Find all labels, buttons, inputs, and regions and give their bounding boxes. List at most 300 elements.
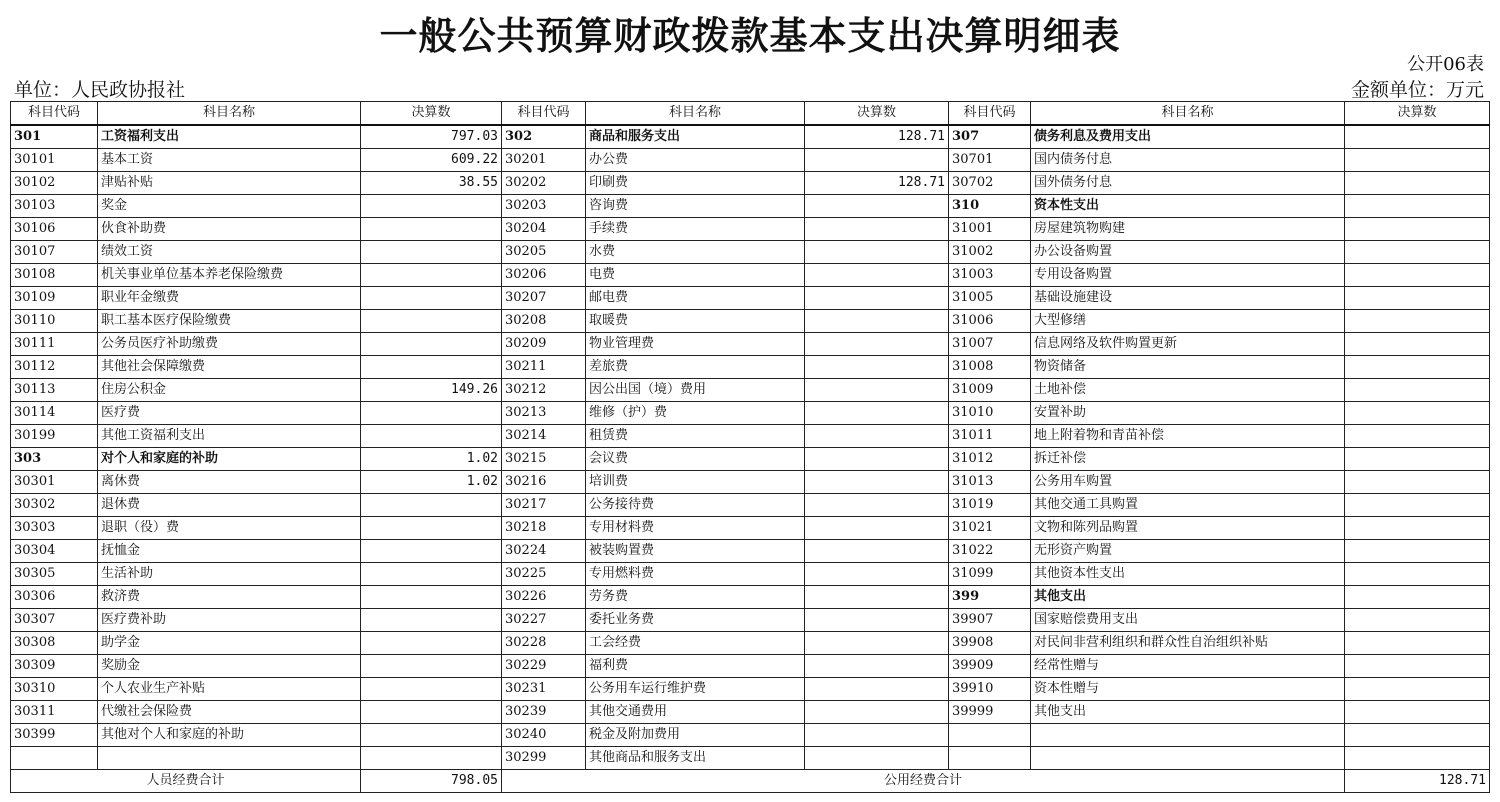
subject-code-cell: 310: [949, 195, 1031, 218]
subject-code-cell: 31019: [949, 494, 1031, 517]
table-row: [11, 494, 1490, 517]
amount-cell: [805, 402, 949, 425]
table-row: [11, 379, 1490, 402]
amount-cell: [805, 287, 949, 310]
subject-code-cell: 307: [949, 125, 1031, 149]
amount-cell: [361, 563, 502, 586]
subject-name-cell: 职工基本医疗保险缴费: [98, 310, 361, 333]
header-name: 科目名称: [98, 102, 361, 126]
page-title: 一般公共预算财政拨款基本支出决算明细表: [379, 13, 1121, 58]
subject-name-cell: 基础设施建设: [1031, 287, 1345, 310]
table-row: [11, 609, 1490, 632]
header-name: 科目名称: [1031, 102, 1345, 126]
amount-cell: [361, 287, 502, 310]
subject-code-cell: 303: [11, 448, 98, 471]
subject-code-cell: 30310: [11, 678, 98, 701]
subject-code-cell: 30225: [502, 563, 586, 586]
subject-name-cell: 津贴补贴: [98, 172, 361, 195]
amount-cell: [1345, 632, 1490, 655]
amount-cell: [1345, 425, 1490, 448]
subject-code-cell: 31009: [949, 379, 1031, 402]
subject-code-cell: 30214: [502, 425, 586, 448]
subject-name-cell: 电费: [586, 264, 805, 287]
subject-code-cell: 30309: [11, 655, 98, 678]
subject-code-cell: 39907: [949, 609, 1031, 632]
amount-cell: [361, 586, 502, 609]
header-amount: 决算数: [805, 102, 949, 126]
amount-cell: [361, 701, 502, 724]
subject-code-cell: 30308: [11, 632, 98, 655]
amount-cell: [1345, 287, 1490, 310]
header-row: [11, 102, 1490, 126]
amount-cell: [805, 241, 949, 264]
table-row: [11, 632, 1490, 655]
subject-name-cell: 基本工资: [98, 149, 361, 172]
subject-code-cell: 30301: [11, 471, 98, 494]
amount-cell: [361, 264, 502, 287]
unit-label: 单位：人民政协报社: [14, 79, 186, 101]
subject-name-cell: 地上附着物和青苗补偿: [1031, 425, 1345, 448]
subject-name-cell: 物业管理费: [586, 333, 805, 356]
subject-name-cell: 被装购置费: [586, 540, 805, 563]
amount-cell: [1345, 494, 1490, 517]
subject-name-cell: 专用材料费: [586, 517, 805, 540]
header-name: 科目名称: [586, 102, 805, 126]
subject-code-cell: 30305: [11, 563, 98, 586]
subject-name-cell: 手续费: [586, 218, 805, 241]
subject-name-cell: 公务用车运行维护费: [586, 678, 805, 701]
subject-name-cell: 个人农业生产补贴: [98, 678, 361, 701]
amount-cell: [805, 333, 949, 356]
subject-code-cell: 31008: [949, 356, 1031, 379]
subject-code-cell: 30228: [502, 632, 586, 655]
subject-code-cell: 31022: [949, 540, 1031, 563]
amount-cell: [361, 609, 502, 632]
subject-code-cell: 302: [502, 125, 586, 149]
amount-cell: [361, 678, 502, 701]
header-amount: 决算数: [1345, 102, 1490, 126]
subject-name-cell: 房屋建筑物购建: [1031, 218, 1345, 241]
amount-cell: [1345, 701, 1490, 724]
subject-name-cell: 助学金: [98, 632, 361, 655]
subject-name-cell: 公务接待费: [586, 494, 805, 517]
amount-cell: [1345, 356, 1490, 379]
subject-name-cell: 专用设备购置: [1031, 264, 1345, 287]
amount-cell: [361, 218, 502, 241]
subject-code-cell: 30229: [502, 655, 586, 678]
subject-name-cell: 其他商品和服务支出: [586, 747, 805, 770]
subject-name-cell: 其他支出: [1031, 586, 1345, 609]
amount-cell: [805, 586, 949, 609]
subject-code-cell: 31099: [949, 563, 1031, 586]
subject-name-cell: 印刷费: [586, 172, 805, 195]
amount-cell: [805, 609, 949, 632]
amount-cell: [1345, 448, 1490, 471]
table-row: [11, 310, 1490, 333]
amount-cell: [1345, 678, 1490, 701]
subject-code-cell: 30226: [502, 586, 586, 609]
subject-name-cell: 信息网络及软件购置更新: [1031, 333, 1345, 356]
subject-name-cell: 生活补助: [98, 563, 361, 586]
table-row: [11, 287, 1490, 310]
subject-code-cell: 30107: [11, 241, 98, 264]
subject-name-cell: 土地补偿: [1031, 379, 1345, 402]
subject-name-cell: 国家赔偿费用支出: [1031, 609, 1345, 632]
subject-code-cell: 30203: [502, 195, 586, 218]
subject-name-cell: 住房公积金: [98, 379, 361, 402]
amount-cell: [361, 333, 502, 356]
subject-name-cell: 委托业务费: [586, 609, 805, 632]
subject-code-cell: 30304: [11, 540, 98, 563]
table-row: [11, 747, 1490, 770]
subject-code-cell: [11, 747, 98, 770]
amount-cell: [1345, 241, 1490, 264]
subject-name-cell: [1031, 724, 1345, 747]
amount-cell: 128.71: [805, 125, 949, 149]
amount-cell: [1345, 172, 1490, 195]
amount-cell: [805, 517, 949, 540]
table-row: [11, 678, 1490, 701]
subject-name-cell: 取暖费: [586, 310, 805, 333]
subject-code-cell: 30216: [502, 471, 586, 494]
subject-name-cell: 对个人和家庭的补助: [98, 448, 361, 471]
subject-name-cell: 因公出国（境）费用: [586, 379, 805, 402]
subject-name-cell: 安置补助: [1031, 402, 1345, 425]
amount-cell: [805, 356, 949, 379]
subject-code-cell: 31012: [949, 448, 1031, 471]
header-code: 科目代码: [11, 102, 98, 126]
amount-cell: [1345, 333, 1490, 356]
amount-cell: [805, 747, 949, 770]
subject-name-cell: 劳务费: [586, 586, 805, 609]
amount-cell: [1345, 310, 1490, 333]
subject-name-cell: 会议费: [586, 448, 805, 471]
public-total-amount: 128.71: [1345, 770, 1490, 793]
amount-cell: [805, 701, 949, 724]
table-row: [11, 333, 1490, 356]
table-row: [11, 448, 1490, 471]
subject-code-cell: 30217: [502, 494, 586, 517]
amount-cell: [361, 195, 502, 218]
table-row: [11, 356, 1490, 379]
subject-code-cell: 30702: [949, 172, 1031, 195]
table-row: [11, 655, 1490, 678]
subject-code-cell: 30311: [11, 701, 98, 724]
subject-name-cell: 文物和陈列品购置: [1031, 517, 1345, 540]
table-row: [11, 402, 1490, 425]
subject-code-cell: 30113: [11, 379, 98, 402]
subject-code-cell: 30207: [502, 287, 586, 310]
amount-cell: [805, 218, 949, 241]
amount-cell: [361, 540, 502, 563]
amount-cell: [1345, 195, 1490, 218]
subject-name-cell: 其他社会保障缴费: [98, 356, 361, 379]
amount-cell: [1345, 724, 1490, 747]
amount-cell: [1345, 609, 1490, 632]
subject-code-cell: 30231: [502, 678, 586, 701]
subject-code-cell: 30302: [11, 494, 98, 517]
subject-code-cell: [949, 747, 1031, 770]
subject-code-cell: 30701: [949, 149, 1031, 172]
subject-code-cell: 30205: [502, 241, 586, 264]
amount-cell: [805, 264, 949, 287]
subject-code-cell: 31002: [949, 241, 1031, 264]
subject-code-cell: 31013: [949, 471, 1031, 494]
subject-name-cell: 拆迁补偿: [1031, 448, 1345, 471]
amount-cell: [805, 494, 949, 517]
amount-cell: [805, 655, 949, 678]
amount-cell: [1345, 149, 1490, 172]
subject-code-cell: 31011: [949, 425, 1031, 448]
amount-cell: [805, 379, 949, 402]
table-row: [11, 195, 1490, 218]
personnel-total-label: 人员经费合计: [11, 770, 361, 793]
subject-name-cell: 大型修缮: [1031, 310, 1345, 333]
table-row: [11, 125, 1490, 149]
subject-code-cell: 31010: [949, 402, 1031, 425]
amount-cell: [1345, 218, 1490, 241]
amount-cell: [1345, 563, 1490, 586]
subject-name-cell: 经常性赠与: [1031, 655, 1345, 678]
subject-name-cell: [98, 747, 361, 770]
expenditure-table: [10, 101, 1490, 793]
subject-code-cell: 30218: [502, 517, 586, 540]
form-number: 公开06表: [1407, 54, 1484, 75]
subject-code-cell: 30209: [502, 333, 586, 356]
amount-cell: [1345, 125, 1490, 149]
amount-cell: [1345, 540, 1490, 563]
subject-code-cell: 30112: [11, 356, 98, 379]
subject-code-cell: 30102: [11, 172, 98, 195]
subject-name-cell: 国内债务付息: [1031, 149, 1345, 172]
amount-cell: [805, 471, 949, 494]
subject-name-cell: 资本性支出: [1031, 195, 1345, 218]
amount-cell: [805, 149, 949, 172]
currency-unit-label: 金额单位：万元: [1350, 79, 1484, 101]
subject-name-cell: 工资福利支出: [98, 125, 361, 149]
amount-cell: [1345, 517, 1490, 540]
subject-code-cell: 31021: [949, 517, 1031, 540]
subject-name-cell: 其他资本性支出: [1031, 563, 1345, 586]
subject-name-cell: 维修（护）费: [586, 402, 805, 425]
table-row: [11, 724, 1490, 747]
subject-code-cell: 30215: [502, 448, 586, 471]
subject-name-cell: 退职（役）费: [98, 517, 361, 540]
subject-name-cell: 救济费: [98, 586, 361, 609]
subject-name-cell: 抚恤金: [98, 540, 361, 563]
amount-cell: [361, 655, 502, 678]
subject-name-cell: 国外债务付息: [1031, 172, 1345, 195]
subject-name-cell: 职业年金缴费: [98, 287, 361, 310]
subject-code-cell: 30201: [502, 149, 586, 172]
amount-cell: [361, 356, 502, 379]
subject-code-cell: 30306: [11, 586, 98, 609]
subject-code-cell: 30208: [502, 310, 586, 333]
subject-name-cell: 差旅费: [586, 356, 805, 379]
subject-name-cell: 水费: [586, 241, 805, 264]
table-row: [11, 517, 1490, 540]
subject-code-cell: 30299: [502, 747, 586, 770]
subject-name-cell: 办公设备购置: [1031, 241, 1345, 264]
subject-name-cell: 奖金: [98, 195, 361, 218]
subject-code-cell: 30227: [502, 609, 586, 632]
amount-cell: [805, 425, 949, 448]
amount-cell: [361, 632, 502, 655]
subject-code-cell: 30199: [11, 425, 98, 448]
amount-cell: [805, 632, 949, 655]
amount-cell: [1345, 264, 1490, 287]
subject-name-cell: 商品和服务支出: [586, 125, 805, 149]
subject-name-cell: 福利费: [586, 655, 805, 678]
amount-cell: 1.02: [361, 471, 502, 494]
subject-code-cell: 31006: [949, 310, 1031, 333]
subject-name-cell: 其他对个人和家庭的补助: [98, 724, 361, 747]
table-row: [11, 701, 1490, 724]
subject-name-cell: 代缴社会保险费: [98, 701, 361, 724]
subject-name-cell: 公务用车购置: [1031, 471, 1345, 494]
table-row: [11, 586, 1490, 609]
table-row: [11, 563, 1490, 586]
subject-code-cell: 30240: [502, 724, 586, 747]
amount-cell: [361, 402, 502, 425]
subject-name-cell: 咨询费: [586, 195, 805, 218]
amount-cell: [1345, 471, 1490, 494]
subject-name-cell: 债务利息及费用支出: [1031, 125, 1345, 149]
subject-code-cell: 30204: [502, 218, 586, 241]
subject-code-cell: 30103: [11, 195, 98, 218]
subject-code-cell: 30224: [502, 540, 586, 563]
subject-code-cell: 30202: [502, 172, 586, 195]
amount-cell: [361, 494, 502, 517]
subject-name-cell: 离休费: [98, 471, 361, 494]
amount-cell: [361, 425, 502, 448]
subject-name-cell: 办公费: [586, 149, 805, 172]
amount-cell: [361, 310, 502, 333]
subject-name-cell: 奖励金: [98, 655, 361, 678]
subject-name-cell: 医疗费补助: [98, 609, 361, 632]
subject-code-cell: 30109: [11, 287, 98, 310]
table-row: [11, 264, 1490, 287]
subject-code-cell: 31001: [949, 218, 1031, 241]
subject-name-cell: 医疗费: [98, 402, 361, 425]
amount-cell: 128.71: [805, 172, 949, 195]
subject-code-cell: 30108: [11, 264, 98, 287]
subject-name-cell: 其他支出: [1031, 701, 1345, 724]
header-amount: 决算数: [361, 102, 502, 126]
subject-name-cell: 其他工资福利支出: [98, 425, 361, 448]
subject-name-cell: 工会经费: [586, 632, 805, 655]
subject-name-cell: 伙食补助费: [98, 218, 361, 241]
subject-name-cell: 机关事业单位基本养老保险缴费: [98, 264, 361, 287]
amount-cell: [1345, 655, 1490, 678]
subject-code-cell: 30114: [11, 402, 98, 425]
header-code: 科目代码: [502, 102, 586, 126]
amount-cell: [361, 241, 502, 264]
subject-code-cell: 30111: [11, 333, 98, 356]
subject-name-cell: 无形资产购置: [1031, 540, 1345, 563]
amount-cell: [1345, 586, 1490, 609]
subject-code-cell: 39999: [949, 701, 1031, 724]
table-row: [11, 425, 1490, 448]
subject-name-cell: 绩效工资: [98, 241, 361, 264]
subject-code-cell: 30307: [11, 609, 98, 632]
table-row: [11, 241, 1490, 264]
header-code: 科目代码: [949, 102, 1031, 126]
subject-code-cell: 30106: [11, 218, 98, 241]
subject-name-cell: 其他交通费用: [586, 701, 805, 724]
subject-name-cell: 培训费: [586, 471, 805, 494]
subject-name-cell: [1031, 747, 1345, 770]
amount-cell: [361, 747, 502, 770]
subject-code-cell: 30399: [11, 724, 98, 747]
personnel-total-amount: 798.05: [361, 770, 502, 793]
subject-name-cell: 其他交通工具购置: [1031, 494, 1345, 517]
amount-cell: [805, 195, 949, 218]
subject-code-cell: 30212: [502, 379, 586, 402]
table-row: [11, 218, 1490, 241]
subject-code-cell: 399: [949, 586, 1031, 609]
subject-code-cell: 31003: [949, 264, 1031, 287]
table-row: [11, 471, 1490, 494]
subject-code-cell: 39908: [949, 632, 1031, 655]
subject-name-cell: 物资储备: [1031, 356, 1345, 379]
table-row: [11, 172, 1490, 195]
subject-code-cell: 31005: [949, 287, 1031, 310]
subject-code-cell: 30303: [11, 517, 98, 540]
amount-cell: [805, 724, 949, 747]
table-row: [11, 540, 1490, 563]
amount-cell: [805, 310, 949, 333]
subject-name-cell: 税金及附加费用: [586, 724, 805, 747]
subject-code-cell: 39910: [949, 678, 1031, 701]
subject-code-cell: 30101: [11, 149, 98, 172]
subject-code-cell: [949, 724, 1031, 747]
amount-cell: 38.55: [361, 172, 502, 195]
amount-cell: 1.02: [361, 448, 502, 471]
amount-cell: [805, 448, 949, 471]
subject-code-cell: 30211: [502, 356, 586, 379]
subject-code-cell: 31007: [949, 333, 1031, 356]
subject-code-cell: 30206: [502, 264, 586, 287]
subject-name-cell: 邮电费: [586, 287, 805, 310]
amount-cell: 797.03: [361, 125, 502, 149]
amount-cell: [361, 517, 502, 540]
subject-name-cell: 公务员医疗补助缴费: [98, 333, 361, 356]
amount-cell: [1345, 402, 1490, 425]
subject-code-cell: 30110: [11, 310, 98, 333]
subject-name-cell: 租赁费: [586, 425, 805, 448]
subject-code-cell: 30213: [502, 402, 586, 425]
amount-cell: [1345, 379, 1490, 402]
subject-code-cell: 39909: [949, 655, 1031, 678]
amount-cell: 149.26: [361, 379, 502, 402]
subject-code-cell: 30239: [502, 701, 586, 724]
amount-cell: [805, 540, 949, 563]
subject-name-cell: 资本性赠与: [1031, 678, 1345, 701]
subject-name-cell: 退休费: [98, 494, 361, 517]
amount-cell: [805, 678, 949, 701]
amount-cell: 609.22: [361, 149, 502, 172]
public-total-label: 公用经费合计: [502, 770, 1345, 793]
amount-cell: [361, 724, 502, 747]
amount-cell: [1345, 747, 1490, 770]
amount-cell: [805, 563, 949, 586]
table-row: [11, 149, 1490, 172]
table-body: [11, 125, 1490, 770]
subject-name-cell: 对民间非营利组织和群众性自治组织补贴: [1031, 632, 1345, 655]
subject-name-cell: 专用燃料费: [586, 563, 805, 586]
totals-row: [11, 770, 1490, 793]
